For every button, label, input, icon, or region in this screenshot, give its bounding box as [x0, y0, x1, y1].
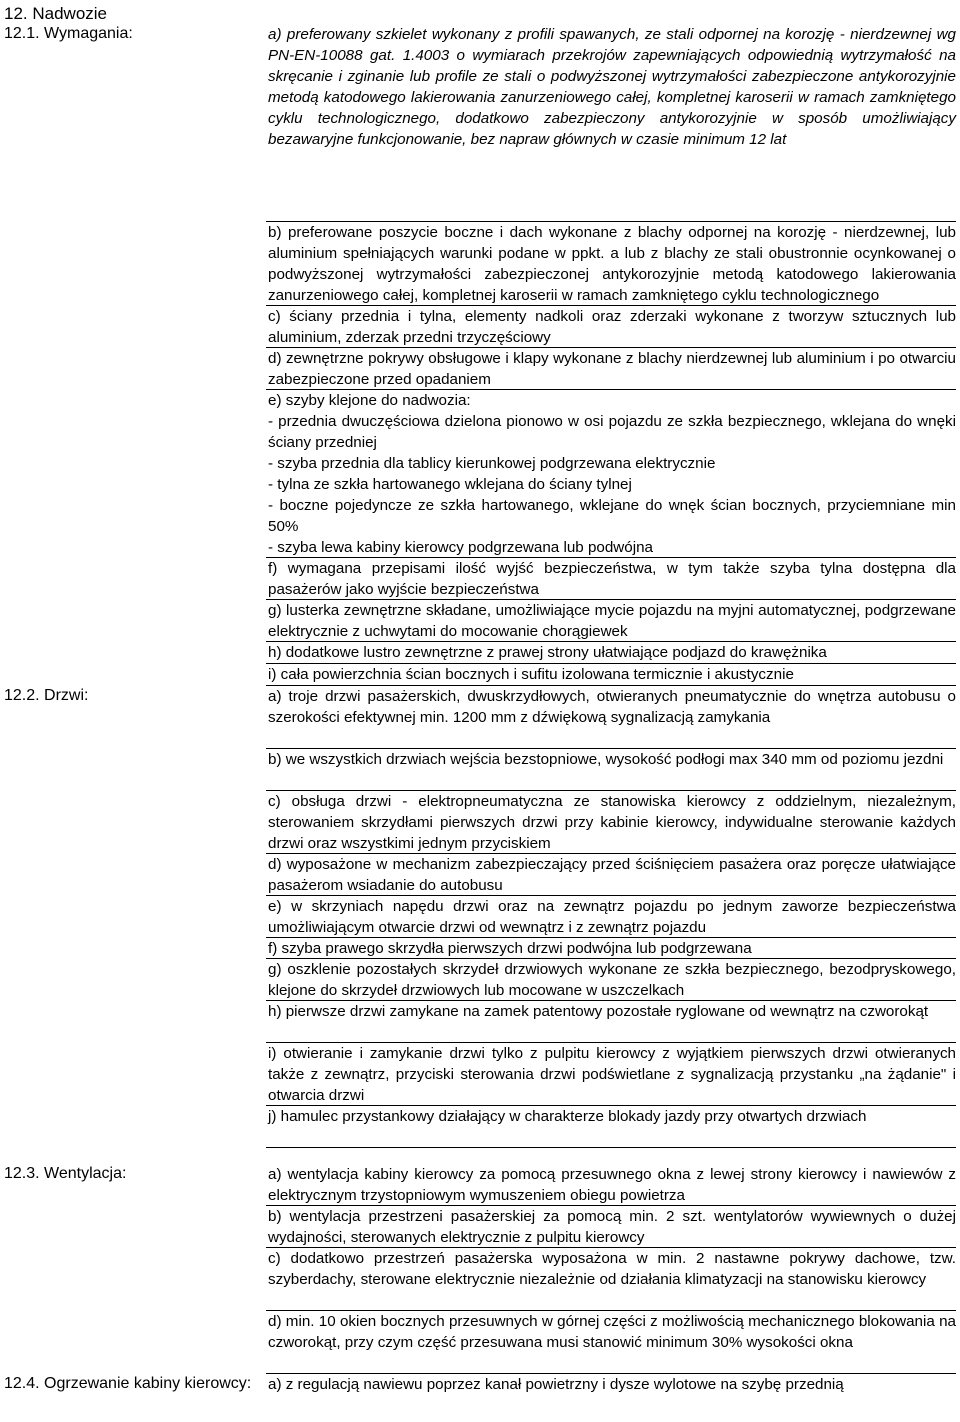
requirement-item: a) preferowany szkielet wykonany z profili spawanych, ze stali odpornej na korozję - nierdzewnej wg PN-EN-10088 gat. 1.4003 o wymiarach przekrojów zapewniających odpowiednią wytrzymałość na skręcanie i zginanie lub profile ze stali o podwyższonej wytrzymałości zabezpieczone antykorozyjnie metodą katodowego lakierowania zanurzeniowego całej, kompletnej karoserii w ramach zamkniętego cyklu technologicznego, dodatkowo zabezpieczony antykorozyjnie w sposób umożliwiający bezawaryjne funkcjonowanie, bez napraw głównych w czasie minimum 12 lat [266, 24, 956, 222]
requirement-item: j) hamulec przystankowy działający w charakterze blokady jazdy przy otwartych drzwiach [266, 1106, 956, 1148]
section-label: 12.1. Wymagania: [4, 25, 133, 42]
requirement-item: a) z regulacją nawiewu poprzez kanał powietrzny i dysze wylotowe na szybę przednią [268, 1376, 844, 1393]
requirement-item: h) pierwsze drzwi zamykane na zamek patentowy pozostałe ryglowane od wewnątrz na czworokąt [266, 1001, 956, 1043]
requirement-item: e) szyby klejone do nadwozia: - przednia dwuczęściowa dzielona pionowo w osi pojazdu ze szkła bezpiecznego, wklejana do wnęki ściany przedniej - szyba przednia dla tablicy kierunkowej podgrzewana elektrycznie - tylna ze szkła hartowanego wklejana do ściany tylnej - boczne pojedyncze ze szkła hartowanego, wklejane do wnęk ścian bocznych, przyciemniane min 50% - szyba lewa kabiny kierowcy podgrzewana lub podwójna [268, 392, 956, 556]
requirement-item: d) wyposażone w mechanizm zabezpieczający przed ściśnięciem pasażera oraz poręcze ułatwiające pasażerom wsiadanie do autobusu [268, 856, 956, 894]
requirement-item: g) lusterka zewnętrzne składane, umożliwiające mycie pojazdu na myjni automatycznej, podgrzewane elektrycznie z uchwytami do mocowanie chorągiewek [268, 602, 956, 640]
requirement-item: h) dodatkowe lustro zewnętrzne z prawej strony ułatwiające podjazd do krawężnika [266, 642, 956, 664]
requirement-item: g) oszklenie pozostałych skrzydeł drzwiowych wykonane ze szkła bezpiecznego, bezodpryskowego, klejone do skrzydeł drzwiowych lub mocowane w uszczelkach [268, 961, 956, 999]
requirement-item: f) szyba prawego skrzydła pierwszych drzwi podwójna lub podgrzewana [266, 938, 956, 959]
requirement-item: d) zewnętrzne pokrywy obsługowe i klapy wykonane z blachy nierdzewnej lub aluminium i po otwarciu zabezpieczone przed opadaniem [268, 350, 956, 388]
requirement-item: e) w skrzyniach napędu drzwi oraz na zewnątrz pojazdu po jednym zaworze bezpieczeństwa umożliwiającym otwarcie drzwi od wewnątrz i z zewnątrz pojazdu [268, 898, 956, 936]
section-label: 12.3. Wentylacja: [4, 1165, 127, 1182]
requirement-item: c) obsługa drzwi - elektropneumatyczna ze stanowiska kierowcy z oddzielnym, niezależnym, sterowaniem skrzydłami pierwszych drzwi przy kabinie kierowcy, indywidualne sterowanie każdych drzwi oraz wszystkimi jednym przyciskiem [268, 793, 956, 852]
requirement-item: i) otwieranie i zamykanie drzwi tylko z pulpitu kierowcy z wyjątkiem pierwszych drzwi otwieranych także z zewnątrz, przyciski sterowania drzwi podświetlane z sygnalizacją przystanku „na żądanie" i otwarcia drzwi [268, 1045, 956, 1104]
requirement-item: a) wentylacja kabiny kierowcy za pomocą przesuwnego okna z lewej strony kierowcy i nawiewów z elektrycznym trzystopniowym wymuszeniem obiegu powietrza [268, 1166, 956, 1204]
requirement-item: b) preferowane poszycie boczne i dach wykonane z blachy odpornej na korozję - nierdzewnej, lub aluminium spełniających warunki podane w ppkt. a lub z blachy ze stali obustronnie ocynkowanej o podwyższonej wytrzymałości zabezpieczonej antykorozyjnie metodą katodowego lakierowania zanurzeniowego całej, kompletnej karoserii w ramach zamkniętego cyklu technologicznego [268, 224, 956, 304]
requirement-item: a) troje drzwi pasażerskich, dwuskrzydłowych, otwieranych pneumatycznie do wnętrza autobusu o szerokości efektywnej min. 1200 mm z dźwiękową sygnalizacją zamykania [266, 686, 956, 749]
requirement-item: c) ściany przednia i tylna, elementy nadkoli oraz zderzaki wykonane z tworzyw sztucznych lub aluminium, zderzak przedni trzyczęściowy [268, 308, 956, 346]
section-label: 12.2. Drzwi: [4, 687, 89, 704]
requirement-item: b) wentylacja przestrzeni pasażerskiej za pomocą min. 2 szt. wentylatorów wywiewnych o dużej wydajności, sterowanych elektrycznie z pulpitu kierowcy [268, 1208, 956, 1246]
requirement-item: c) dodatkowo przestrzeń pasażerska wyposażona w min. 2 nastawne pokrywy dachowe, tzw. szyberdachy, sterowane elektrycznie niezależnie od działania klimatyzacji na stanowisku kierowcy [266, 1248, 956, 1311]
section-label: 12.4. Ogrzewanie kabiny kierowcy: [4, 1375, 252, 1392]
section-heading: 12. Nadwozie [4, 4, 108, 23]
requirement-item: f) wymagana przepisami ilość wyjść bezpieczeństwa, w tym także szyba tylna dostępna dla pasażerów jako wyjście bezpieczeństwa [268, 560, 956, 598]
requirement-item: i) cała powierzchnia ścian bocznych i sufitu izolowana termicznie i akustycznie [266, 664, 956, 686]
requirement-item: b) we wszystkich drzwiach wejścia bezstopniowe, wysokość podłogi max 340 mm od poziomu jezdni [266, 749, 956, 791]
requirement-item: d) min. 10 okien bocznych przesuwnych w górnej części z możliwością mechanicznego blokowania na czworokąt, przy czym część przesuwana musi stanowić minimum 30% wysokości okna [266, 1311, 956, 1374]
